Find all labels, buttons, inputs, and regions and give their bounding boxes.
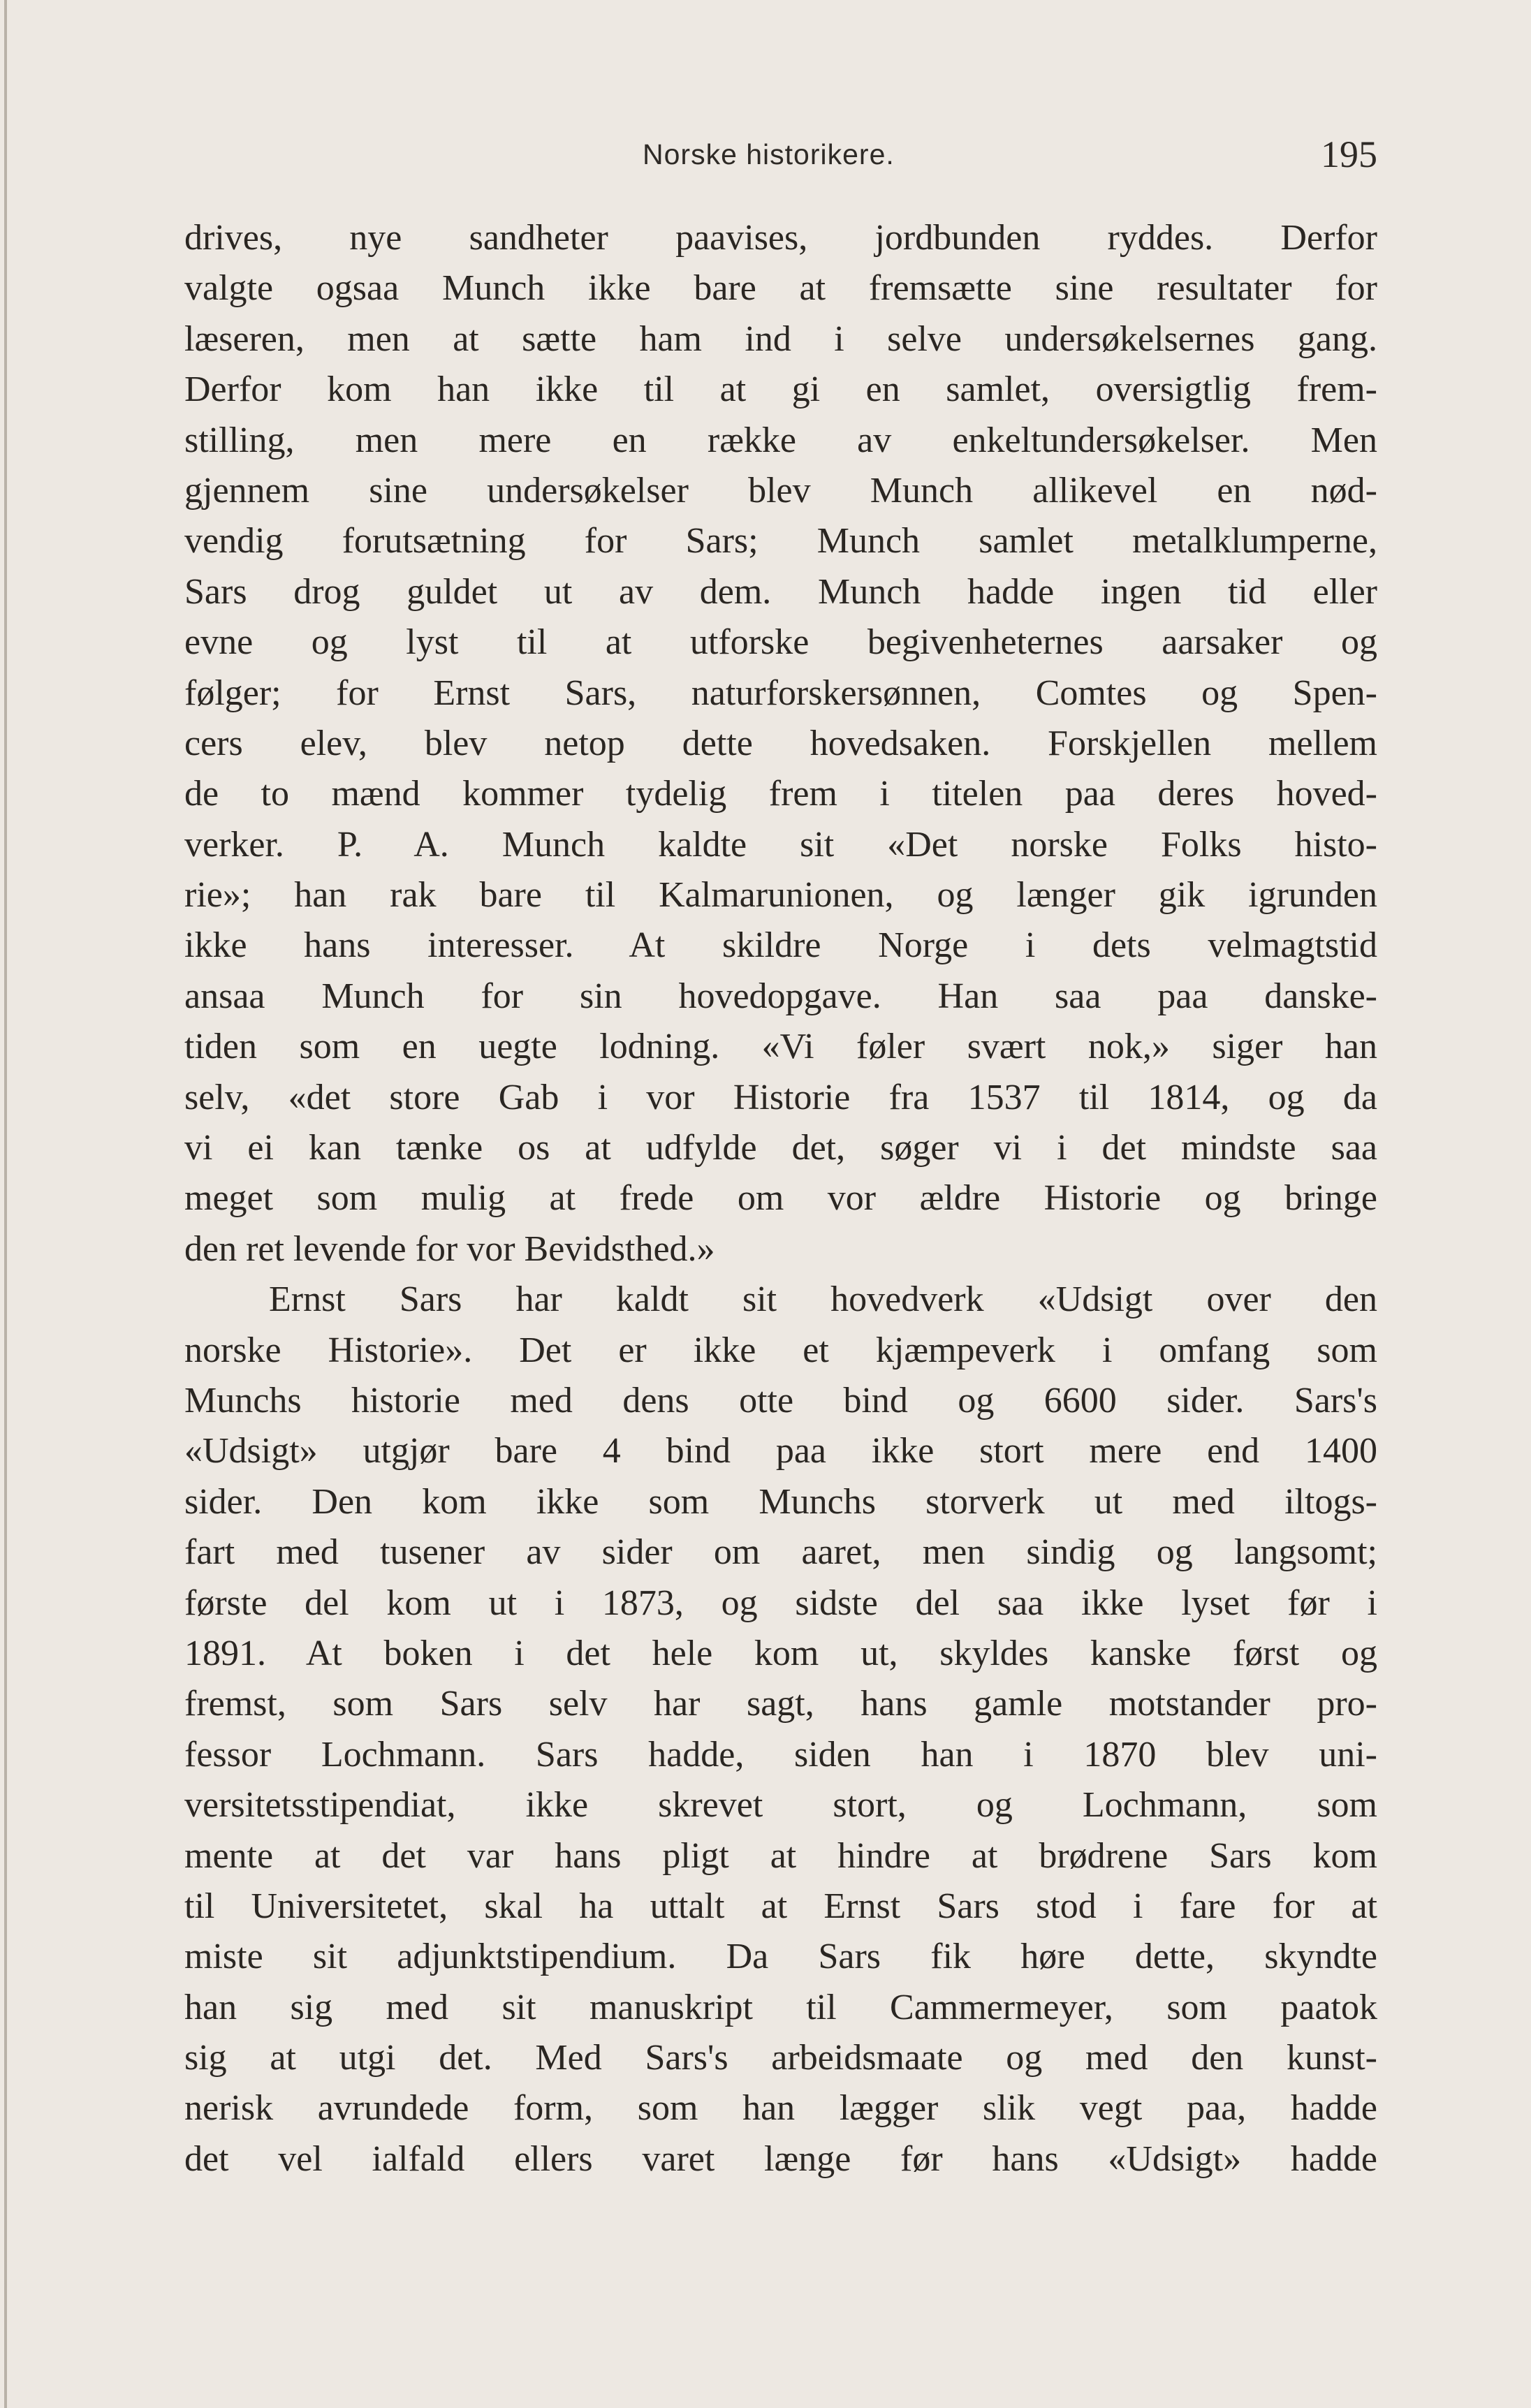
text-line: ansaa Munch for sin hovedopgave. Han saa paa danske-: [184, 976, 1377, 1016]
text-line: nerisk avrundede form, som han lægger slik vegt paa, hadde: [184, 2088, 1377, 2129]
page-edge: [4, 0, 7, 2408]
text-line: valgte ogsaa Munch ikke bare at fremsætte sine resultater for: [184, 268, 1377, 309]
text-line: fart med tusener av sider om aaret, men sindig og langsomt;: [184, 1532, 1377, 1573]
text-line: vendig forutsætning for Sars; Munch samlet metalklumperne,: [184, 521, 1377, 561]
text-line: miste sit adjunktstipendium. Da Sars fik høre dette, skyndte: [184, 1937, 1377, 1977]
text-line: rie»; han rak bare til Kalmarunionen, og længer gik igrunden: [184, 875, 1377, 916]
text-line: sig at utgi det. Med Sars's arbeidsmaate og med den kunst-: [184, 2038, 1377, 2078]
text-line: gjennem sine undersøkelser blev Munch allikevel en nød-: [184, 470, 1377, 511]
text-line: evne og lyst til at utforske begivenheternes aarsaker og: [184, 622, 1377, 663]
text-line: Ernst Sars har kaldt sit hovedverk «Udsigt over den: [269, 1279, 1377, 1320]
text-line: fremst, som Sars selv har sagt, hans gamle motstander pro-: [184, 1684, 1377, 1724]
text-line: 1891. At boken i det hele kom ut, skyldes kanske først og: [184, 1633, 1377, 1673]
text-line: norske Historie». Det er ikke et kjæmpeverk i omfang som: [184, 1330, 1377, 1370]
text-line: drives, nye sandheter paavises, jordbunden ryddes. Derfor: [184, 218, 1377, 258]
running-title: Norske historikere.: [643, 138, 895, 170]
text-line: tiden som en uegte lodning. «Vi føler svært nok,» siger han: [184, 1027, 1377, 1067]
text-line: følger; for Ernst Sars, naturforskersønnen, Comtes og Spen-: [184, 673, 1377, 713]
text-line: mente at det var hans pligt at hindre at brødrene Sars kom: [184, 1835, 1377, 1876]
text-line: ikke hans interesser. At skildre Norge i dets velmagtstid: [184, 925, 1377, 966]
text-line: cers elev, blev netop dette hovedsaken. Forskjellen mellem: [184, 723, 1377, 763]
text-line: første del kom ut i 1873, og sidste del saa ikke lyset før i: [184, 1583, 1377, 1623]
paragraph: [184, 1275, 1377, 2185]
text-line: fessor Lochmann. Sars hadde, siden han i 1870 blev uni-: [184, 1734, 1377, 1775]
text-line: stilling, men mere en række av enkeltundersøkelser. Men: [184, 420, 1377, 460]
text-line: versitetsstipendiat, ikke skrevet stort, og Lochmann, som: [184, 1785, 1377, 1826]
text-line: Derfor kom han ikke til at gi en samlet, oversigtlig frem-: [184, 369, 1377, 410]
text-line: selv, «det store Gab i vor Historie fra 1537 til 1814, og da: [184, 1077, 1377, 1117]
text-line: den ret levende for vor Bevidsthed.»: [184, 1228, 715, 1269]
body-text: [184, 213, 1377, 2185]
text-line: det vel ialfald ellers varet længe før hans «Udsigt» hadde: [184, 2138, 1377, 2179]
text-line: verker. P. A. Munch kaldte sit «Det norske Folks histo-: [184, 824, 1377, 865]
text-line: til Universitetet, skal ha uttalt at Ernst Sars stod i fare for at: [184, 1886, 1377, 1926]
text-line: Munchs historie med dens otte bind og 6600 sider. Sars's: [184, 1380, 1377, 1420]
paragraph: [184, 213, 1377, 1275]
page-number: 195: [1321, 133, 1377, 175]
text-line: meget som mulig at frede om vor ældre Historie og bringe: [184, 1178, 1377, 1219]
text-line: læseren, men at sætte ham ind i selve undersøkelsernes gang.: [184, 318, 1377, 359]
text-line: Sars drog guldet ut av dem. Munch hadde ingen tid eller: [184, 571, 1377, 612]
page-header: [184, 133, 1377, 189]
text-line: han sig med sit manuskript til Cammermeyer, som paatok: [184, 1987, 1377, 2027]
text-line: vi ei kan tænke os at udfylde det, søger vi i det mindste saa: [184, 1128, 1377, 1168]
text-line: de to mænd kommer tydelig frem i titelen paa deres hoved-: [184, 774, 1377, 814]
text-line: sider. Den kom ikke som Munchs storverk ut med iltogs-: [184, 1481, 1377, 1522]
text-line: «Udsigt» utgjør bare 4 bind paa ikke stort mere end 1400: [184, 1431, 1377, 1471]
